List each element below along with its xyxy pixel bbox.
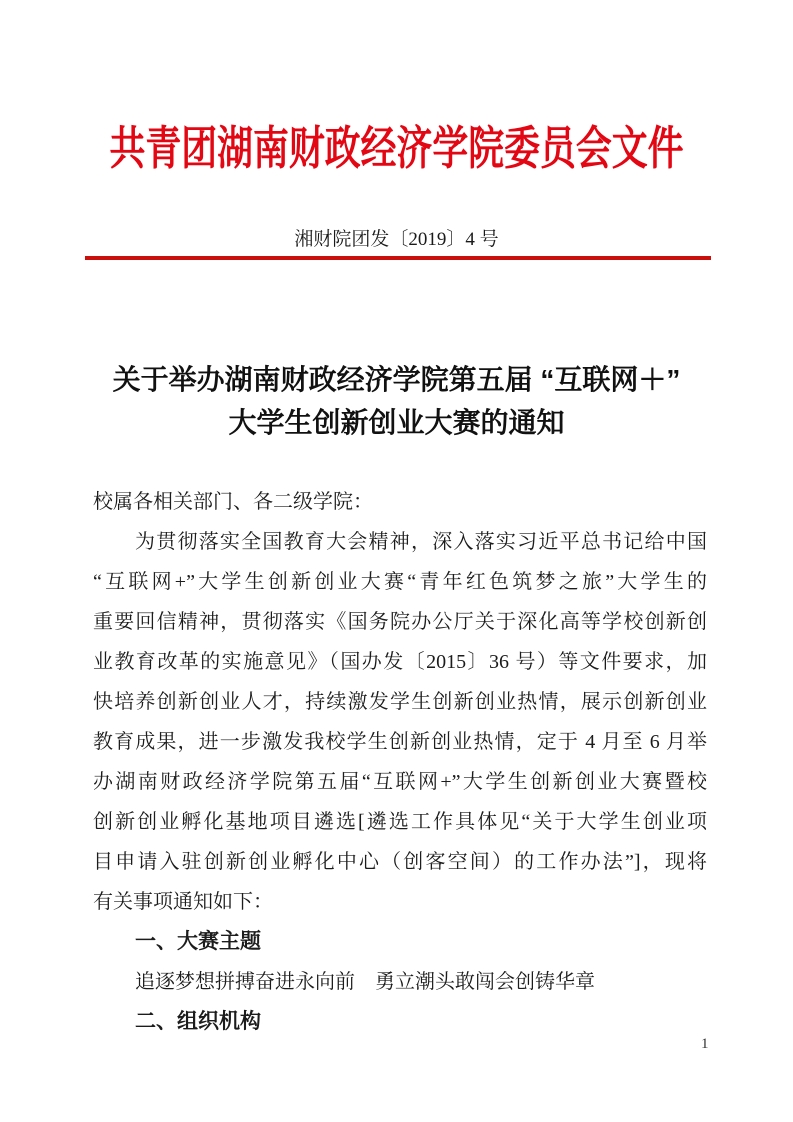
body-line: 校属各相关部门、各二级学院： — [93, 491, 373, 513]
red-divider-line — [85, 256, 711, 260]
body-line: “互联网+”大学生创新创业大赛“青年红色筑梦之旅”大学生的 — [93, 571, 707, 593]
page-number: 1 — [701, 1036, 709, 1052]
document-title — [0, 358, 793, 444]
body-line: 追逐梦想拼搏奋进永向前 勇立潮头敢闯会创铸华章 — [135, 971, 595, 993]
document-body — [93, 482, 707, 1042]
body-line: 为贯彻落实全国教育大会精神，深入落实习近平总书记给中国 — [135, 531, 707, 553]
body-line: 重要回信精神，贯彻落实《国务院办公厅关于深化高等学校创新创 — [93, 611, 707, 633]
body-line: 一、大赛主题 — [135, 930, 261, 953]
body-line: 业教育改革的实施意见》（国办发〔2015〕36 号）等文件要求，加 — [93, 651, 707, 673]
body-line: 教育成果，进一步激发我校学生创新创业热情，定于 4 月至 6 月举 — [93, 731, 707, 753]
body-line: 办湖南财政经济学院第五届“互联网+”大学生创新创业大赛暨校 — [93, 771, 707, 793]
document-title-line1: 关于举办湖南财政经济学院第五届 “互联网＋” — [112, 364, 681, 395]
body-line: 快培养创新创业人才，持续激发学生创新创业热情，展示创新创业 — [93, 691, 707, 713]
body-line: 有关事项通知如下： — [93, 891, 273, 913]
document-title-line2: 大学生创新创业大赛的通知 — [228, 407, 565, 438]
doc-number: 湘财院团发〔2019〕4 号 — [294, 229, 499, 250]
red-header-title: 共青团湖南财政经济学院委员会文件 — [109, 123, 684, 174]
body-line: 创新创业孵化基地项目遴选[遴选工作具体见“关于大学生创业项 — [93, 811, 707, 833]
body-line: 二、组织机构 — [135, 1010, 261, 1033]
body-line: 目申请入驻创新创业孵化中心（创客空间）的工作办法”]，现将 — [93, 851, 707, 873]
